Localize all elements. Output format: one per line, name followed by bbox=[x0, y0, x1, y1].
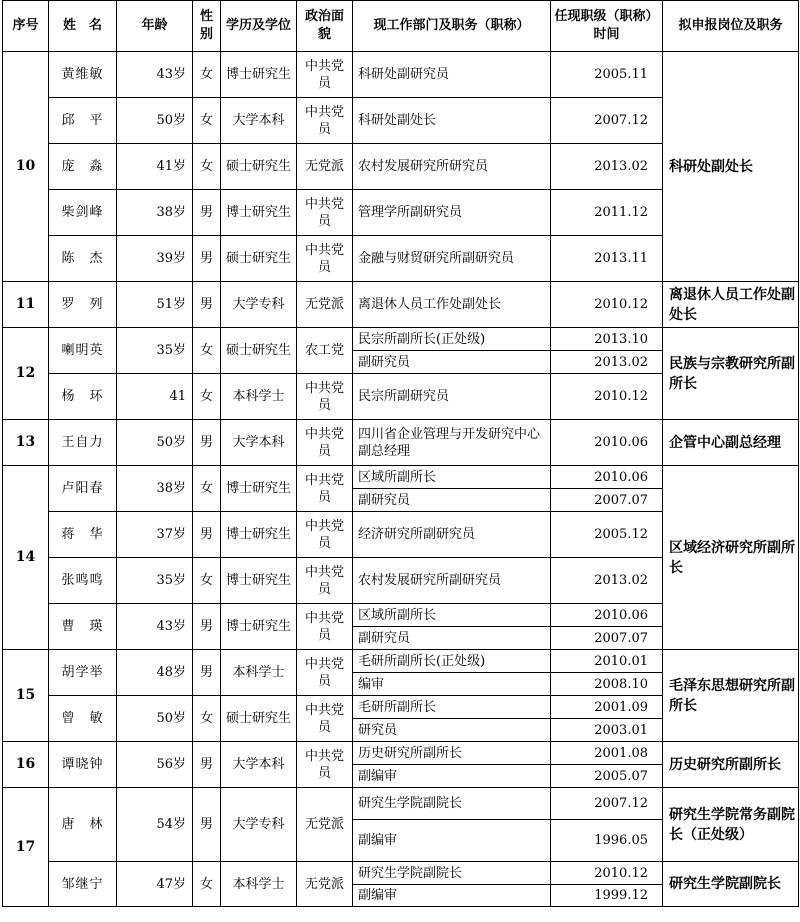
person-department: 研究生学院副院长 bbox=[353, 862, 551, 885]
person-politics: 中共党员 bbox=[297, 98, 353, 144]
person-politics: 中共党员 bbox=[297, 52, 353, 98]
person-since: 2001.08 bbox=[551, 742, 663, 765]
person-name: 胡学举 bbox=[49, 650, 117, 696]
person-since: 2013.02 bbox=[551, 144, 663, 190]
person-education: 硕士研究生 bbox=[221, 144, 297, 190]
person-since: 2013.10 bbox=[551, 328, 663, 351]
person-sex: 男 bbox=[193, 742, 221, 788]
person-department: 副编审 bbox=[353, 885, 551, 907]
person-politics: 中共党员 bbox=[297, 604, 353, 650]
person-sex: 男 bbox=[193, 512, 221, 558]
person-since: 2010.12 bbox=[551, 374, 663, 420]
person-since: 2011.12 bbox=[551, 190, 663, 236]
person-department: 毛研所副所长 bbox=[353, 696, 551, 719]
person-education: 博士研究生 bbox=[221, 190, 297, 236]
person-since: 2007.12 bbox=[551, 788, 663, 820]
person-since: 2003.01 bbox=[551, 719, 663, 742]
person-age: 51岁 bbox=[117, 282, 193, 328]
applied-post: 研究生学院副院长 bbox=[663, 862, 799, 907]
person-sex: 女 bbox=[193, 374, 221, 420]
person-age: 47岁 bbox=[117, 862, 193, 907]
person-age: 35岁 bbox=[117, 328, 193, 374]
header-name: 姓 名 bbox=[49, 1, 117, 52]
person-department: 离退休人员工作处副处长 bbox=[353, 282, 551, 328]
person-politics: 中共党员 bbox=[297, 696, 353, 742]
person-since: 2005.12 bbox=[551, 512, 663, 558]
person-age: 56岁 bbox=[117, 742, 193, 788]
person-since: 2007.07 bbox=[551, 489, 663, 512]
person-age: 54岁 bbox=[117, 788, 193, 862]
person-education: 本科学士 bbox=[221, 374, 297, 420]
person-age: 35岁 bbox=[117, 558, 193, 604]
applied-post: 毛泽东思想研究所副所长 bbox=[663, 650, 799, 742]
person-name: 柴剑峰 bbox=[49, 190, 117, 236]
header-sex: 性别 bbox=[193, 1, 221, 52]
person-since: 1996.05 bbox=[551, 820, 663, 862]
person-since: 2010.06 bbox=[551, 420, 663, 466]
applied-post: 企管中心副总经理 bbox=[663, 420, 799, 466]
person-department: 农村发展研究所副研究员 bbox=[353, 558, 551, 604]
person-education: 大学本科 bbox=[221, 98, 297, 144]
person-department: 四川省企业管理与开发研究中心副总经理 bbox=[353, 420, 551, 466]
person-age: 43岁 bbox=[117, 52, 193, 98]
person-sex: 女 bbox=[193, 696, 221, 742]
applied-post: 历史研究所副所长 bbox=[663, 742, 799, 788]
person-education: 大学专科 bbox=[221, 282, 297, 328]
person-department: 副研究员 bbox=[353, 627, 551, 650]
person-since: 2013.02 bbox=[551, 558, 663, 604]
table-row bbox=[3, 650, 799, 673]
person-politics: 中共党员 bbox=[297, 236, 353, 282]
person-education: 大学专科 bbox=[221, 788, 297, 862]
person-age: 38岁 bbox=[117, 190, 193, 236]
person-since: 2010.06 bbox=[551, 466, 663, 489]
table-row bbox=[3, 466, 799, 489]
person-education: 大学本科 bbox=[221, 420, 297, 466]
person-sex: 女 bbox=[193, 328, 221, 374]
person-department: 副编审 bbox=[353, 820, 551, 862]
person-education: 硕士研究生 bbox=[221, 696, 297, 742]
table-row bbox=[3, 328, 799, 351]
person-department: 区域所副所长 bbox=[353, 466, 551, 489]
applied-post: 区域经济研究所副所长 bbox=[663, 466, 799, 650]
applied-post: 科研处副处长 bbox=[663, 52, 799, 282]
person-name: 蒋 华 bbox=[49, 512, 117, 558]
person-since: 2005.11 bbox=[551, 52, 663, 98]
person-department: 副编审 bbox=[353, 765, 551, 788]
person-department: 副研究员 bbox=[353, 351, 551, 374]
person-department: 科研处副研究员 bbox=[353, 52, 551, 98]
header-row bbox=[3, 1, 799, 52]
person-sex: 男 bbox=[193, 650, 221, 696]
person-department: 毛研所副所长(正处级) bbox=[353, 650, 551, 673]
person-since: 2008.10 bbox=[551, 673, 663, 696]
person-politics: 中共党员 bbox=[297, 558, 353, 604]
person-since: 2013.11 bbox=[551, 236, 663, 282]
person-department: 研究员 bbox=[353, 719, 551, 742]
person-age: 39岁 bbox=[117, 236, 193, 282]
person-sex: 女 bbox=[193, 466, 221, 512]
person-education: 硕士研究生 bbox=[221, 328, 297, 374]
person-sex: 男 bbox=[193, 420, 221, 466]
person-sex: 女 bbox=[193, 558, 221, 604]
header-politics: 政治面貌 bbox=[297, 1, 353, 52]
person-politics: 中共党员 bbox=[297, 466, 353, 512]
person-sex: 男 bbox=[193, 236, 221, 282]
person-politics: 无党派 bbox=[297, 862, 353, 907]
person-politics: 农工党 bbox=[297, 328, 353, 374]
person-department: 经济研究所副研究员 bbox=[353, 512, 551, 558]
person-age: 41 bbox=[117, 374, 193, 420]
person-education: 博士研究生 bbox=[221, 558, 297, 604]
person-education: 本科学士 bbox=[221, 650, 297, 696]
row-index: 13 bbox=[3, 420, 49, 466]
personnel-table bbox=[2, 0, 799, 907]
person-politics: 中共党员 bbox=[297, 742, 353, 788]
person-politics: 中共党员 bbox=[297, 650, 353, 696]
person-sex: 女 bbox=[193, 862, 221, 907]
person-politics: 中共党员 bbox=[297, 420, 353, 466]
person-politics: 无党派 bbox=[297, 144, 353, 190]
person-sex: 男 bbox=[193, 604, 221, 650]
header-current-post: 现工作部门及职务（职称） bbox=[353, 1, 551, 52]
person-sex: 男 bbox=[193, 190, 221, 236]
person-age: 38岁 bbox=[117, 466, 193, 512]
person-name: 罗 列 bbox=[49, 282, 117, 328]
applied-post: 离退休人员工作处副处长 bbox=[663, 282, 799, 328]
person-age: 41岁 bbox=[117, 144, 193, 190]
person-department: 编审 bbox=[353, 673, 551, 696]
table-row bbox=[3, 788, 799, 820]
person-department: 研究生学院副院长 bbox=[353, 788, 551, 820]
header-index: 序号 bbox=[3, 1, 49, 52]
row-index: 15 bbox=[3, 650, 49, 742]
header-education: 学历及学位 bbox=[221, 1, 297, 52]
person-department: 民宗所副所长(正处级) bbox=[353, 328, 551, 351]
person-name: 王自力 bbox=[49, 420, 117, 466]
person-sex: 男 bbox=[193, 788, 221, 862]
person-sex: 女 bbox=[193, 144, 221, 190]
person-politics: 无党派 bbox=[297, 282, 353, 328]
person-department: 民宗所副研究员 bbox=[353, 374, 551, 420]
table-row bbox=[3, 420, 799, 466]
person-name: 曾 敏 bbox=[49, 696, 117, 742]
person-since: 2013.02 bbox=[551, 351, 663, 374]
person-sex: 男 bbox=[193, 282, 221, 328]
header-since: 任现职级（职称）时间 bbox=[551, 1, 663, 52]
person-name: 张鸣鸣 bbox=[49, 558, 117, 604]
table-row bbox=[3, 282, 799, 328]
person-since: 1999.12 bbox=[551, 885, 663, 907]
person-since: 2010.01 bbox=[551, 650, 663, 673]
person-name: 黄维敏 bbox=[49, 52, 117, 98]
person-politics: 中共党员 bbox=[297, 374, 353, 420]
person-sex: 女 bbox=[193, 98, 221, 144]
person-department: 农村发展研究所研究员 bbox=[353, 144, 551, 190]
person-since: 2001.09 bbox=[551, 696, 663, 719]
table-row bbox=[3, 52, 799, 98]
person-name: 邱 平 bbox=[49, 98, 117, 144]
person-education: 大学本科 bbox=[221, 742, 297, 788]
row-index: 11 bbox=[3, 282, 49, 328]
person-name: 陈 杰 bbox=[49, 236, 117, 282]
person-politics: 无党派 bbox=[297, 788, 353, 862]
row-index: 12 bbox=[3, 328, 49, 420]
person-since: 2010.12 bbox=[551, 282, 663, 328]
person-education: 硕士研究生 bbox=[221, 236, 297, 282]
person-education: 博士研究生 bbox=[221, 466, 297, 512]
person-age: 48岁 bbox=[117, 650, 193, 696]
person-department: 管理学所副研究员 bbox=[353, 190, 551, 236]
person-since: 2007.12 bbox=[551, 98, 663, 144]
person-education: 博士研究生 bbox=[221, 604, 297, 650]
header-age: 年龄 bbox=[117, 1, 193, 52]
person-politics: 中共党员 bbox=[297, 512, 353, 558]
person-since: 2010.12 bbox=[551, 862, 663, 885]
person-name: 谭晓钟 bbox=[49, 742, 117, 788]
person-since: 2007.07 bbox=[551, 627, 663, 650]
person-age: 43岁 bbox=[117, 604, 193, 650]
person-age: 50岁 bbox=[117, 420, 193, 466]
person-name: 卢阳春 bbox=[49, 466, 117, 512]
person-since: 2010.06 bbox=[551, 604, 663, 627]
person-politics: 中共党员 bbox=[297, 190, 353, 236]
person-education: 博士研究生 bbox=[221, 512, 297, 558]
person-age: 50岁 bbox=[117, 98, 193, 144]
person-education: 本科学士 bbox=[221, 862, 297, 907]
table-row bbox=[3, 862, 799, 885]
person-department: 金融与财贸研究所副研究员 bbox=[353, 236, 551, 282]
person-department: 副研究员 bbox=[353, 489, 551, 512]
person-name: 唐 林 bbox=[49, 788, 117, 862]
row-index: 14 bbox=[3, 466, 49, 650]
row-index: 10 bbox=[3, 52, 49, 282]
person-age: 37岁 bbox=[117, 512, 193, 558]
applied-post: 研究生学院常务副院长（正处级） bbox=[663, 788, 799, 862]
person-name: 邹继宁 bbox=[49, 862, 117, 907]
row-index: 17 bbox=[3, 788, 49, 907]
person-age: 50岁 bbox=[117, 696, 193, 742]
table-row bbox=[3, 742, 799, 765]
person-name: 杨 环 bbox=[49, 374, 117, 420]
person-name: 曹 瑛 bbox=[49, 604, 117, 650]
person-department: 区域所副所长 bbox=[353, 604, 551, 627]
header-applied-post: 拟申报岗位及职务 bbox=[663, 1, 799, 52]
person-education: 博士研究生 bbox=[221, 52, 297, 98]
person-department: 历史研究所副所长 bbox=[353, 742, 551, 765]
person-sex: 女 bbox=[193, 52, 221, 98]
person-since: 2005.07 bbox=[551, 765, 663, 788]
person-name: 庞 淼 bbox=[49, 144, 117, 190]
person-name: 喇明英 bbox=[49, 328, 117, 374]
row-index: 16 bbox=[3, 742, 49, 788]
person-department: 科研处副处长 bbox=[353, 98, 551, 144]
applied-post: 民族与宗教研究所副所长 bbox=[663, 328, 799, 420]
